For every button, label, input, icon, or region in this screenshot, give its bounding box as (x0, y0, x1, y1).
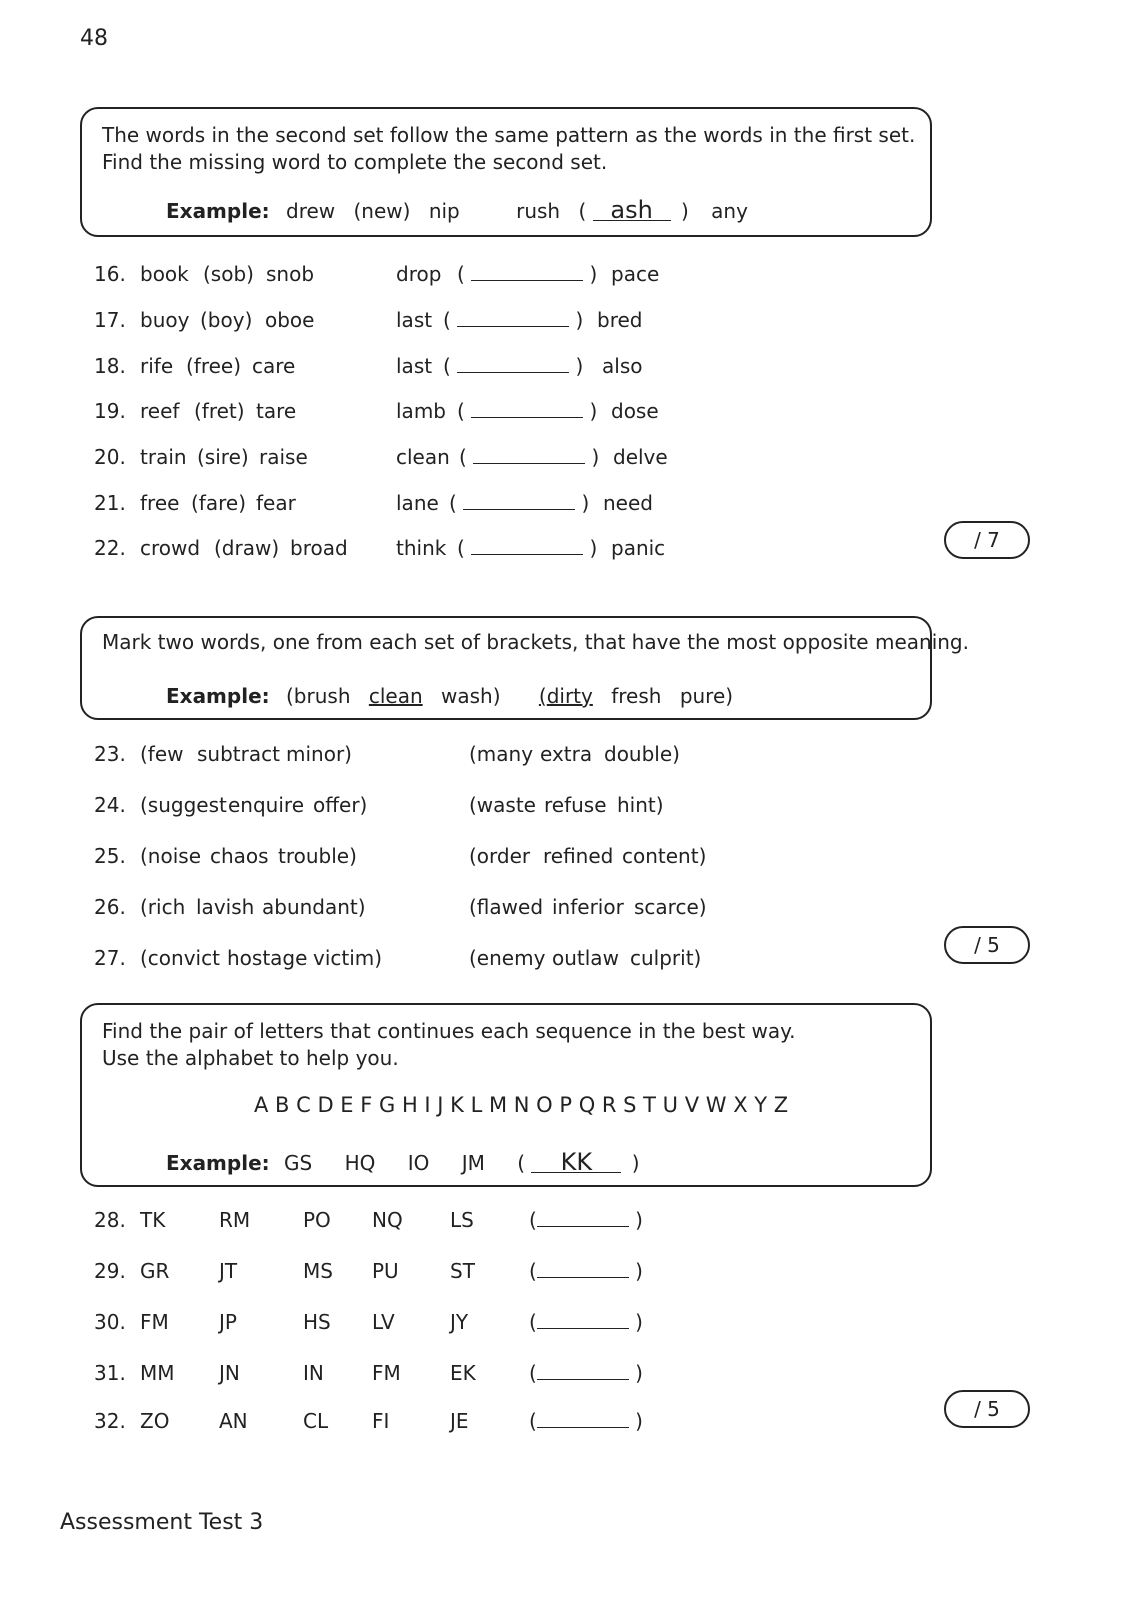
option-word[interactable]: lavish (196, 895, 255, 919)
answer-field[interactable] (457, 262, 597, 286)
question-number: 21. (94, 491, 126, 515)
example-row (166, 684, 733, 708)
bracket: ( (529, 1208, 537, 1232)
word: bred (597, 308, 643, 332)
question-number: 28. (94, 1208, 126, 1232)
question-number: 18. (94, 354, 126, 378)
instruction-line: Find the pair of letters that continues each sequence in the best way. (102, 1019, 796, 1043)
option-word[interactable]: (rich (140, 895, 186, 919)
answer-blank[interactable] (463, 493, 575, 510)
word: pace (611, 262, 660, 286)
option-word[interactable]: (enemy (469, 946, 546, 970)
instruction-line: Use the alphabet to help you. (102, 1046, 399, 1070)
example-label: Example: (166, 199, 270, 223)
word: book (140, 262, 189, 286)
instruction-box-1 (80, 107, 932, 237)
answer-field[interactable] (457, 536, 597, 560)
letter-pair: GR (140, 1259, 170, 1283)
question-number: 16. (94, 262, 126, 286)
bracket: ( (529, 1409, 537, 1433)
bracket: ( (449, 491, 464, 515)
word: oboe (265, 308, 315, 332)
option-word[interactable]: chaos (210, 844, 269, 868)
bracket: ) (569, 308, 584, 332)
example-word: any (711, 199, 748, 223)
option-word[interactable]: abundant) (262, 895, 366, 919)
letter-pair: JT (219, 1259, 238, 1283)
bracket: ) (583, 262, 598, 286)
answer-blank[interactable] (537, 1261, 629, 1278)
example-word: (new) (353, 199, 411, 223)
example-pair: JM (461, 1151, 485, 1175)
letter-pair: FM (372, 1361, 401, 1385)
instruction-line: The words in the second set follow the same pattern as the words in the first set. (102, 123, 916, 147)
question-number: 30. (94, 1310, 126, 1334)
answer-blank[interactable] (537, 1411, 629, 1428)
word: think (396, 536, 447, 560)
example-label: Example: (166, 684, 270, 708)
question-number: 31. (94, 1361, 126, 1385)
question-number: 24. (94, 793, 126, 817)
word: also (602, 354, 643, 378)
example-word: (brush (286, 684, 351, 708)
option-word[interactable]: subtract (197, 742, 280, 766)
bracket: ( (457, 399, 472, 423)
example-answer: KK (531, 1152, 621, 1173)
example-pair: HQ (344, 1151, 376, 1175)
question-number: 25. (94, 844, 126, 868)
word: (boy) (200, 308, 253, 332)
bracket: ( (529, 1259, 537, 1283)
word: lamb (396, 399, 446, 423)
word: reef (140, 399, 180, 423)
option-word[interactable]: (flawed (469, 895, 544, 919)
letter-pair: MM (140, 1361, 175, 1385)
bracket: ( (578, 199, 587, 223)
question-number: 27. (94, 946, 126, 970)
instruction-line: Mark two words, one from each set of brackets, that have the most opposite meaning. (102, 630, 969, 654)
option-word[interactable]: (suggest (140, 793, 227, 817)
alphabet: A B C D E F G H I J K L M N O P Q R S T U V W X Y Z (254, 1093, 789, 1117)
option-word[interactable]: offer) (313, 793, 368, 817)
letter-pair: JE (450, 1409, 469, 1433)
option-word[interactable]: extra (540, 742, 593, 766)
letter-pair: PO (303, 1208, 331, 1232)
instruction-box-3 (80, 1003, 932, 1187)
letter-pair: ST (450, 1259, 475, 1283)
word: fear (256, 491, 296, 515)
option-word[interactable]: trouble) (278, 844, 357, 868)
bracket: ( (517, 1151, 526, 1175)
bracket: ( (529, 1310, 537, 1334)
bracket: ) (628, 1361, 643, 1385)
letter-pair: AN (219, 1409, 248, 1433)
example-word-underlined: dirty (546, 684, 593, 708)
bracket: ) (628, 1208, 643, 1232)
word: (fret) (194, 399, 245, 423)
word: dose (611, 399, 659, 423)
option-word[interactable]: minor) (286, 742, 352, 766)
word: raise (259, 445, 308, 469)
letter-pair: CL (303, 1409, 329, 1433)
example-word: drew (286, 199, 336, 223)
word: rife (140, 354, 174, 378)
option-word[interactable]: (convict (140, 946, 220, 970)
letter-pair: EK (450, 1361, 476, 1385)
instruction-box-2 (80, 616, 969, 720)
letter-pair: FI (372, 1409, 390, 1433)
answer-field[interactable] (457, 399, 597, 423)
letter-pair: PU (372, 1259, 399, 1283)
example-word: pure) (679, 684, 734, 708)
example-row (166, 196, 748, 224)
bracket: ( (443, 354, 458, 378)
letter-pair: ZO (140, 1409, 170, 1433)
answer-blank[interactable] (457, 356, 569, 373)
answer-field[interactable] (443, 354, 583, 378)
letter-pair: JN (219, 1361, 240, 1385)
answer-blank[interactable] (537, 1312, 629, 1329)
word: lane (396, 491, 439, 515)
option-word[interactable]: content) (622, 844, 707, 868)
answer-blank[interactable] (471, 264, 583, 281)
bracket: ) (585, 445, 600, 469)
bracket: ) (631, 1151, 640, 1175)
option-word[interactable]: refined (543, 844, 614, 868)
answer-field[interactable] (529, 1208, 643, 1232)
option-word[interactable]: scarce) (634, 895, 707, 919)
bracket: ( (443, 308, 458, 332)
answer-field[interactable] (529, 1361, 643, 1385)
option-word[interactable]: inferior (552, 895, 624, 919)
answer-blank[interactable] (457, 310, 569, 327)
score-box[interactable]: / 5 (944, 1390, 1030, 1428)
bracket: ) (681, 199, 689, 223)
letter-pair: NQ (372, 1208, 403, 1232)
answer-field[interactable] (529, 1259, 643, 1283)
word: panic (611, 536, 666, 560)
answer-field[interactable] (449, 491, 589, 515)
question-number: 32. (94, 1409, 126, 1433)
page-number: 48 (80, 26, 108, 51)
word: last (396, 308, 433, 332)
word: free (140, 491, 180, 515)
question-number: 20. (94, 445, 126, 469)
bracket: ) (575, 491, 590, 515)
example-answer: ash (593, 200, 671, 221)
question-number: 17. (94, 308, 126, 332)
answer-blank[interactable] (471, 401, 583, 418)
instruction-line: Find the missing word to complete the second set. (102, 150, 608, 174)
word: need (603, 491, 653, 515)
example-row (166, 1148, 640, 1176)
letter-pair: TK (140, 1208, 166, 1232)
option-word[interactable]: hostage (227, 946, 308, 970)
question-number: 22. (94, 536, 126, 560)
word: tare (256, 399, 297, 423)
option-word[interactable]: refuse (544, 793, 607, 817)
score-box[interactable]: / 5 (944, 926, 1030, 964)
example-pair: GS (284, 1151, 313, 1175)
letter-pair: JY (450, 1310, 469, 1334)
question-number: 29. (94, 1259, 126, 1283)
word: clean (396, 445, 450, 469)
option-word[interactable]: culprit) (630, 946, 702, 970)
footer-title: Assessment Test 3 (60, 1510, 264, 1535)
answer-field[interactable] (459, 445, 599, 469)
answer-blank[interactable] (473, 447, 585, 464)
word: crowd (140, 536, 201, 560)
option-word[interactable]: (order (469, 844, 531, 868)
bracket: ) (583, 536, 598, 560)
bracket: ) (628, 1310, 643, 1334)
example-label: Example: (166, 1151, 270, 1175)
option-word[interactable]: (waste (469, 793, 536, 817)
option-word[interactable]: outlaw (552, 946, 619, 970)
answer-field[interactable] (443, 308, 583, 332)
word: (sob) (203, 262, 254, 286)
letter-pair: IN (303, 1361, 324, 1385)
bracket: ( (457, 262, 472, 286)
answer-blank[interactable] (537, 1210, 629, 1227)
answer-blank[interactable] (537, 1363, 629, 1380)
answer-blank[interactable] (471, 538, 583, 555)
option-word[interactable]: hint) (617, 793, 664, 817)
example-bracket: ( (538, 684, 547, 708)
word: delve (613, 445, 668, 469)
word: last (396, 354, 433, 378)
bracket: ( (459, 445, 474, 469)
example-word: nip (428, 199, 460, 223)
word: (draw) (214, 536, 280, 560)
word: (free) (186, 354, 242, 378)
option-word[interactable]: enquire (228, 793, 304, 817)
word: (fare) (191, 491, 246, 515)
score-box[interactable]: / 7 (944, 521, 1030, 559)
bracket: ) (583, 399, 598, 423)
letter-pair: FM (140, 1310, 169, 1334)
word: buoy (140, 308, 190, 332)
letter-pair: LV (372, 1310, 395, 1334)
option-word[interactable]: victim) (313, 946, 383, 970)
bracket: ( (457, 536, 472, 560)
example-word: wash) (441, 684, 501, 708)
answer-field[interactable] (529, 1310, 643, 1334)
word: snob (266, 262, 315, 286)
bracket: ) (628, 1259, 643, 1283)
letter-pair: JP (219, 1310, 237, 1334)
option-word[interactable]: (many (469, 742, 534, 766)
answer-field[interactable] (529, 1409, 643, 1433)
option-word[interactable]: (few (140, 742, 184, 766)
question-number: 19. (94, 399, 126, 423)
bracket: ) (569, 354, 584, 378)
letter-pair: LS (450, 1208, 474, 1232)
word: train (140, 445, 187, 469)
example-word: fresh (611, 684, 662, 708)
word: care (252, 354, 296, 378)
question-number: 26. (94, 895, 126, 919)
example-pair: IO (407, 1151, 430, 1175)
word: (sire) (197, 445, 249, 469)
bracket: ) (628, 1409, 643, 1433)
option-word[interactable]: (noise (140, 844, 201, 868)
word: drop (396, 262, 442, 286)
letter-pair: RM (219, 1208, 251, 1232)
bracket: ( (529, 1361, 537, 1385)
letter-pair: MS (303, 1259, 333, 1283)
question-number: 23. (94, 742, 126, 766)
example-word: rush (516, 199, 561, 223)
letter-pair: HS (303, 1310, 331, 1334)
option-word[interactable]: double) (604, 742, 680, 766)
example-word-underlined: clean (368, 684, 423, 708)
word: broad (290, 536, 348, 560)
